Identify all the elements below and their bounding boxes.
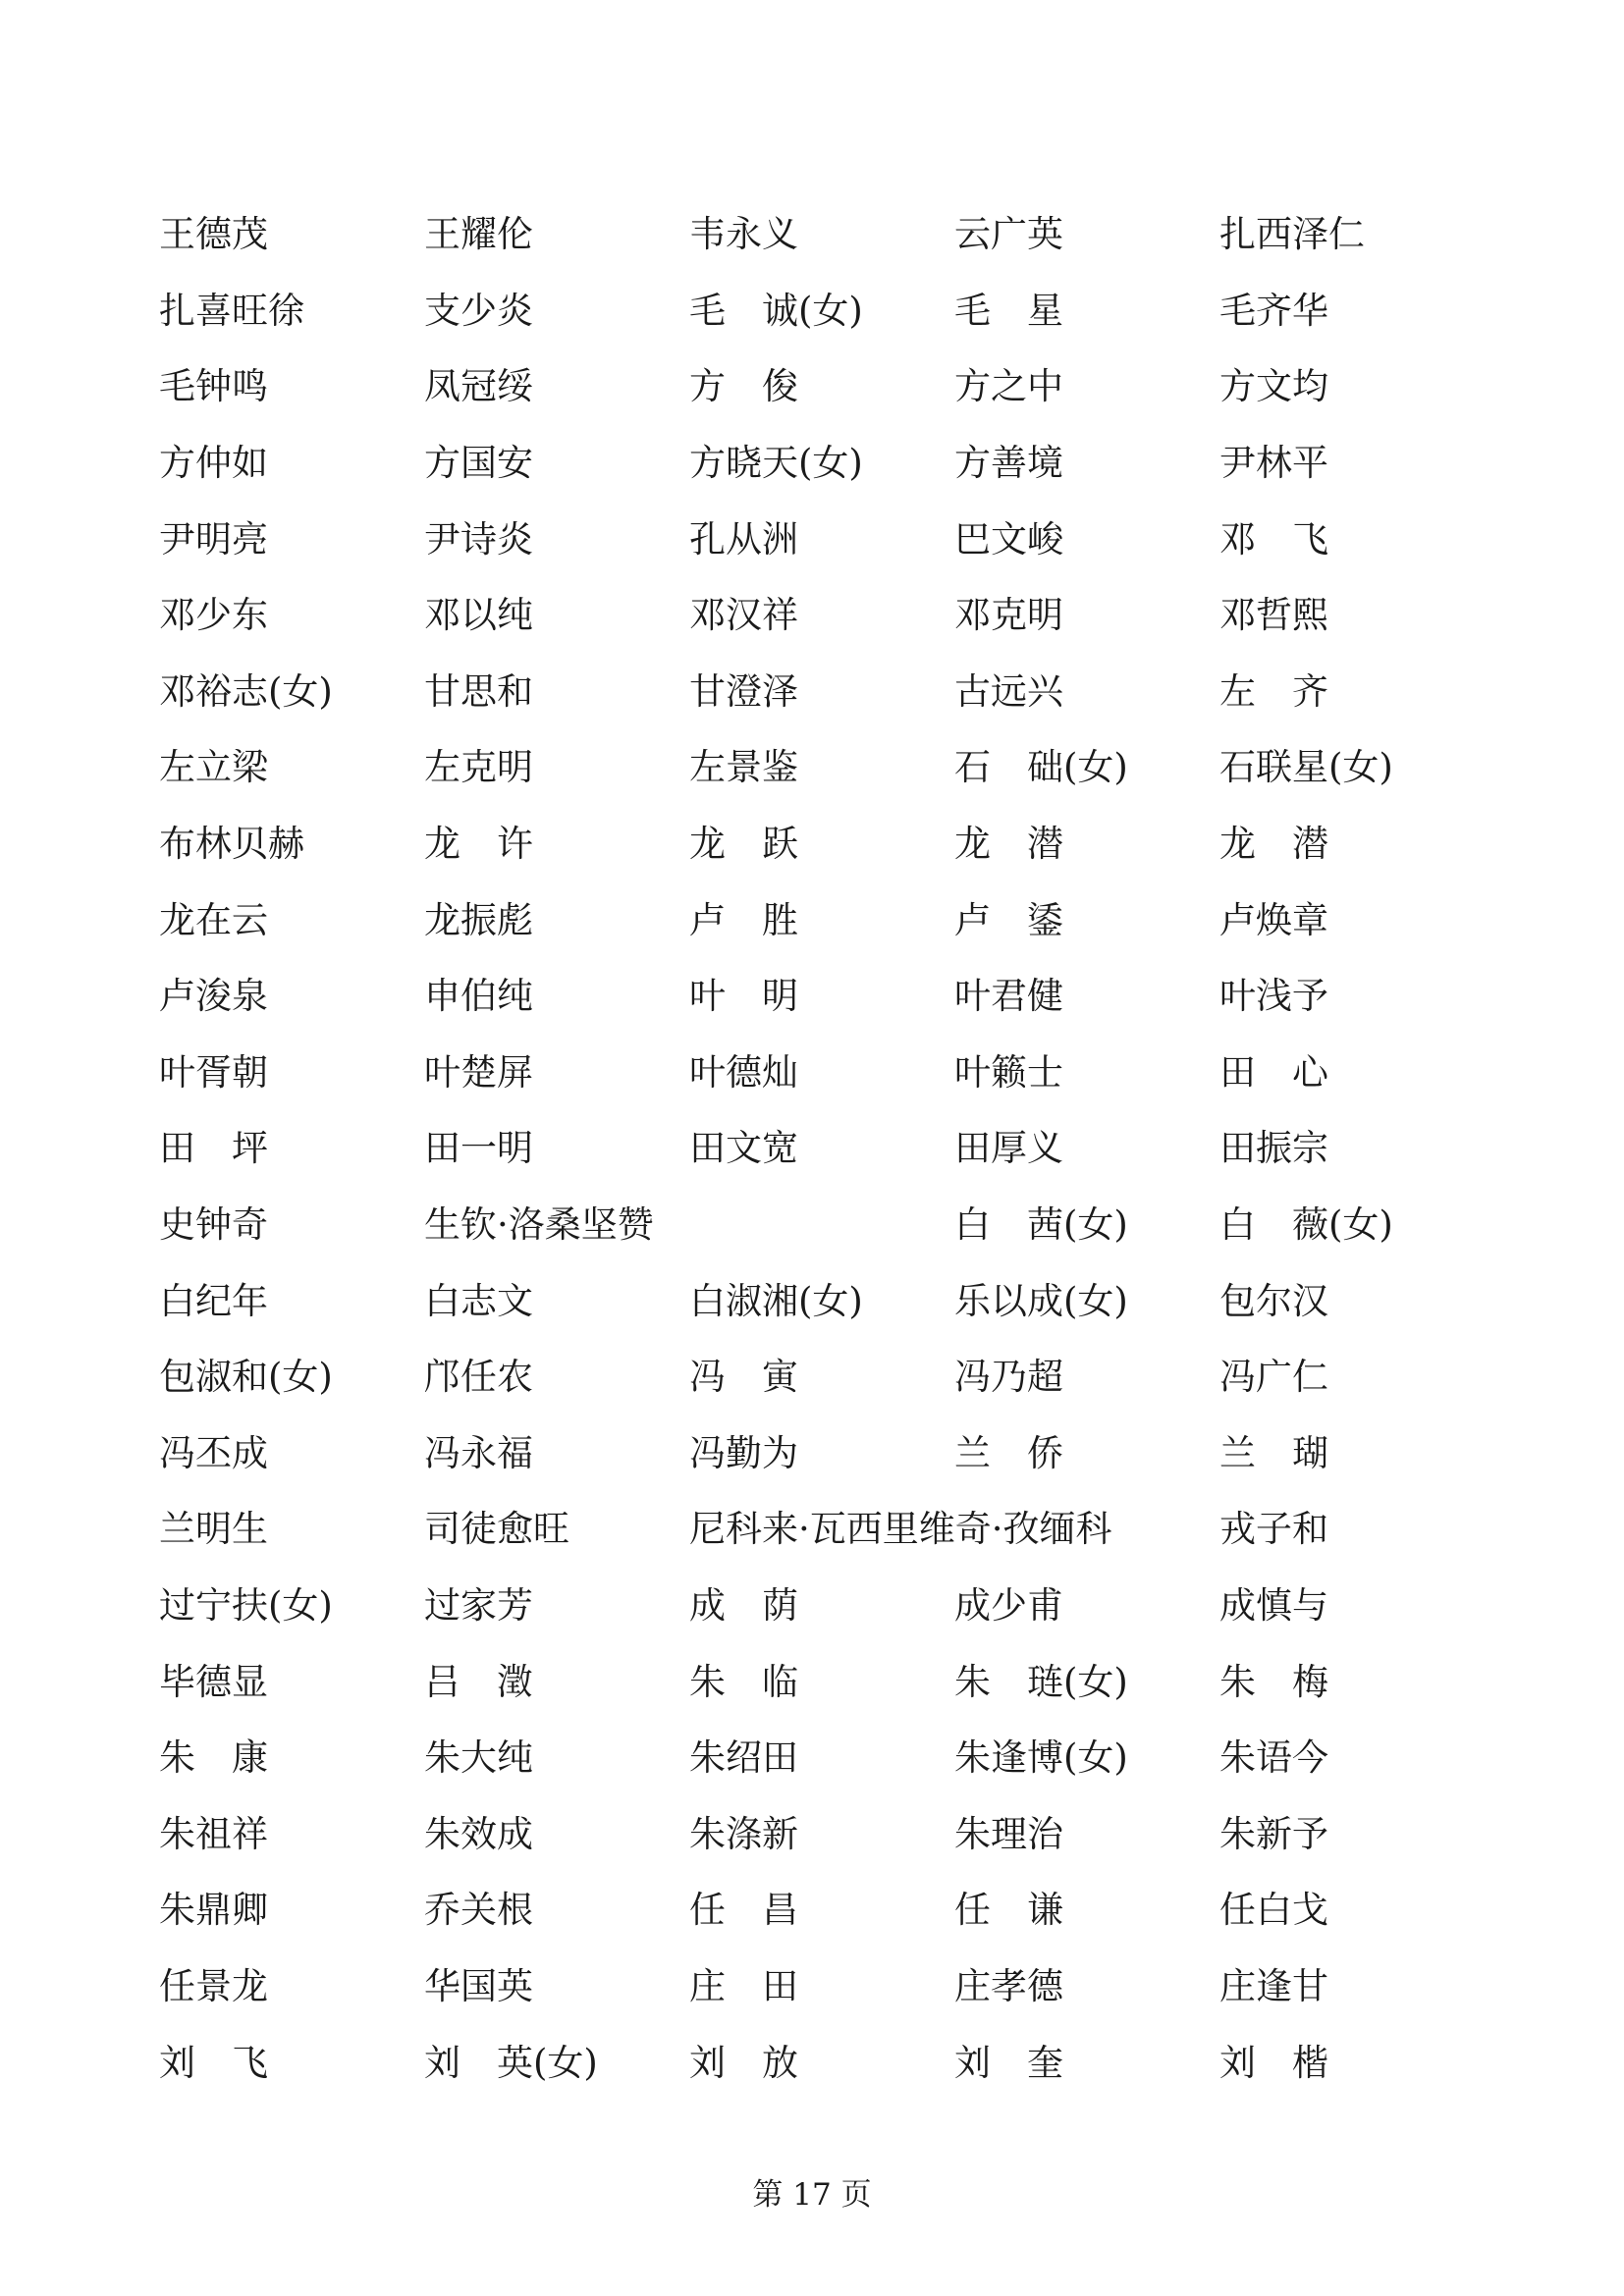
name-entry: 叶君健: [954, 975, 1063, 1018]
name-entry: 刘 飞: [159, 2041, 268, 2084]
name-entry: 龙 潜: [1219, 823, 1328, 866]
name-entry: 成 荫: [689, 1583, 798, 1627]
name-list: [159, 196, 1465, 2101]
name-entry: 方善境: [954, 442, 1063, 485]
name-entry: 龙 许: [424, 823, 533, 866]
name-entry: 白 茜(女): [954, 1203, 1128, 1247]
name-entry: 尹林平: [1219, 442, 1328, 485]
name-entry: 古远兴: [954, 669, 1063, 713]
name-entry: 方 俊: [689, 365, 798, 408]
name-entry: 冯 寅: [689, 1356, 798, 1399]
name-entry: 史钟奇: [159, 1203, 268, 1247]
name-entry: 任 谦: [954, 1889, 1063, 1932]
name-entry: 庄 田: [689, 1964, 798, 2007]
name-entry: 扎喜旺徐: [159, 289, 304, 332]
name-entry: 毛 诚(女): [689, 289, 863, 332]
name-entry: 邓汉祥: [689, 594, 798, 637]
name-entry: 冯永福: [424, 1431, 533, 1474]
name-entry: 方文均: [1219, 365, 1328, 408]
name-entry: 左 齐: [1219, 669, 1328, 713]
name-entry: 左克明: [424, 746, 533, 789]
name-entry: 龙振彪: [424, 898, 533, 941]
name-entry: 冯乃超: [954, 1356, 1063, 1399]
name-entry: 冯勤为: [689, 1431, 798, 1474]
name-entry: 冯丕成: [159, 1431, 268, 1474]
name-entry: 申伯纯: [424, 975, 533, 1018]
name-entry: 尹诗炎: [424, 517, 533, 561]
name-entry: 朱 临: [689, 1660, 798, 1703]
name-entry: 朱理治: [954, 1812, 1063, 1855]
name-entry: 生钦·洛桑坚赞: [424, 1203, 654, 1247]
name-entry: 任白戈: [1219, 1889, 1328, 1932]
name-entry: 石 础(女): [954, 746, 1128, 789]
name-entry: 叶籁士: [954, 1050, 1063, 1094]
name-entry: 田一明: [424, 1127, 533, 1170]
name-entry: 龙 潜: [954, 823, 1063, 866]
page-number: 第 17 页: [752, 2177, 872, 2213]
name-entry: 田 坪: [159, 1127, 268, 1170]
name-entry: 毛齐华: [1219, 289, 1328, 332]
name-entry: 任景龙: [159, 1964, 268, 2007]
name-entry: 田振宗: [1219, 1127, 1328, 1170]
name-entry: 兰明生: [159, 1508, 268, 1551]
name-entry: 石联星(女): [1219, 746, 1393, 789]
name-entry: 邓少东: [159, 594, 268, 637]
name-entry: 成少甫: [954, 1583, 1063, 1627]
name-entry: 朱语今: [1219, 1736, 1328, 1780]
name-entry: 叶胥朝: [159, 1050, 268, 1094]
name-entry: 叶浅予: [1219, 975, 1328, 1018]
name-entry: 邓裕志(女): [159, 669, 333, 713]
name-entry: 朱绍田: [689, 1736, 798, 1780]
name-entry: 邓以纯: [424, 594, 533, 637]
name-entry: 毛钟鸣: [159, 365, 268, 408]
name-entry: 刘 放: [689, 2041, 798, 2084]
name-entry: 支少炎: [424, 289, 533, 332]
name-entry: 刘 英(女): [424, 2041, 598, 2084]
name-entry: 邝任农: [424, 1356, 533, 1399]
name-entry: 方晓天(女): [689, 442, 863, 485]
name-entry: 左景鉴: [689, 746, 798, 789]
name-entry: 朱 梅: [1219, 1660, 1328, 1703]
name-entry: 左立梁: [159, 746, 268, 789]
name-entry: 毕德显: [159, 1660, 268, 1703]
name-entry: 成慎与: [1219, 1583, 1328, 1627]
name-entry: 朱新予: [1219, 1812, 1328, 1855]
name-entry: 孔从洲: [689, 517, 798, 561]
name-entry: 韦永义: [689, 213, 798, 256]
name-entry: 尼科来·瓦西里维奇·孜缅科: [689, 1508, 1112, 1551]
name-entry: 卢 鋈: [954, 898, 1063, 941]
name-entry: 白 薇(女): [1219, 1203, 1393, 1247]
name-entry: 邓克明: [954, 594, 1063, 637]
name-entry: 包尔汉: [1219, 1279, 1328, 1322]
name-entry: 冯广仁: [1219, 1356, 1328, 1399]
name-entry: 过宁扶(女): [159, 1583, 333, 1627]
name-entry: 田文宽: [689, 1127, 798, 1170]
name-entry: 叶楚屏: [424, 1050, 533, 1094]
name-entry: 邓 飞: [1219, 517, 1328, 561]
name-entry: 朱 琏(女): [954, 1660, 1128, 1703]
name-entry: 司徒愈旺: [424, 1508, 569, 1551]
name-entry: 朱逢博(女): [954, 1736, 1128, 1780]
name-entry: 过家芳: [424, 1583, 533, 1627]
name-entry: 方仲如: [159, 442, 268, 485]
name-entry: 卢浚泉: [159, 975, 268, 1018]
name-entry: 田 心: [1219, 1050, 1328, 1094]
name-entry: 刘 奎: [954, 2041, 1063, 2084]
name-entry: 龙在云: [159, 898, 268, 941]
name-entry: 兰 瑚: [1219, 1431, 1328, 1474]
name-entry: 凤冠绥: [424, 365, 533, 408]
name-entry: 毛 星: [954, 289, 1063, 332]
name-entry: 方之中: [954, 365, 1063, 408]
name-entry: 王德茂: [159, 213, 268, 256]
name-entry: 白志文: [424, 1279, 533, 1322]
name-entry: 甘澄泽: [689, 669, 798, 713]
name-entry: 朱祖祥: [159, 1812, 268, 1855]
name-entry: 布林贝赫: [159, 823, 304, 866]
name-entry: 叶 明: [689, 975, 798, 1018]
name-entry: 卢 胜: [689, 898, 798, 941]
name-entry: 邓哲熙: [1219, 594, 1328, 637]
name-entry: 庄逢甘: [1219, 1964, 1328, 2007]
name-entry: 华国英: [424, 1964, 533, 2007]
name-entry: 卢焕章: [1219, 898, 1328, 941]
name-entry: 龙 跃: [689, 823, 798, 866]
name-entry: 朱 康: [159, 1736, 268, 1780]
name-entry: 田厚义: [954, 1127, 1063, 1170]
name-entry: 乔关根: [424, 1889, 533, 1932]
name-entry: 吕 澂: [424, 1660, 533, 1703]
name-entry: 方国安: [424, 442, 533, 485]
name-entry: 扎西泽仁: [1219, 213, 1365, 256]
name-entry: 乐以成(女): [954, 1279, 1128, 1322]
name-entry: 叶德灿: [689, 1050, 798, 1094]
name-entry: 朱涤新: [689, 1812, 798, 1855]
name-entry: 甘思和: [424, 669, 533, 713]
name-entry: 朱大纯: [424, 1736, 533, 1780]
name-entry: 兰 侨: [954, 1431, 1063, 1474]
name-entry: 白淑湘(女): [689, 1279, 863, 1322]
name-entry: 朱鼎卿: [159, 1889, 268, 1932]
name-entry: 戎子和: [1219, 1508, 1328, 1551]
name-entry: 朱效成: [424, 1812, 533, 1855]
name-entry: 庄孝德: [954, 1964, 1063, 2007]
name-entry: 包淑和(女): [159, 1356, 333, 1399]
name-entry: 刘 楷: [1219, 2041, 1328, 2084]
name-entry: 云广英: [954, 213, 1063, 256]
name-entry: 巴文峻: [954, 517, 1063, 561]
name-entry: 白纪年: [159, 1279, 268, 1322]
name-entry: 王耀伦: [424, 213, 533, 256]
name-entry: 尹明亮: [159, 517, 268, 561]
name-entry: 任 昌: [689, 1889, 798, 1932]
